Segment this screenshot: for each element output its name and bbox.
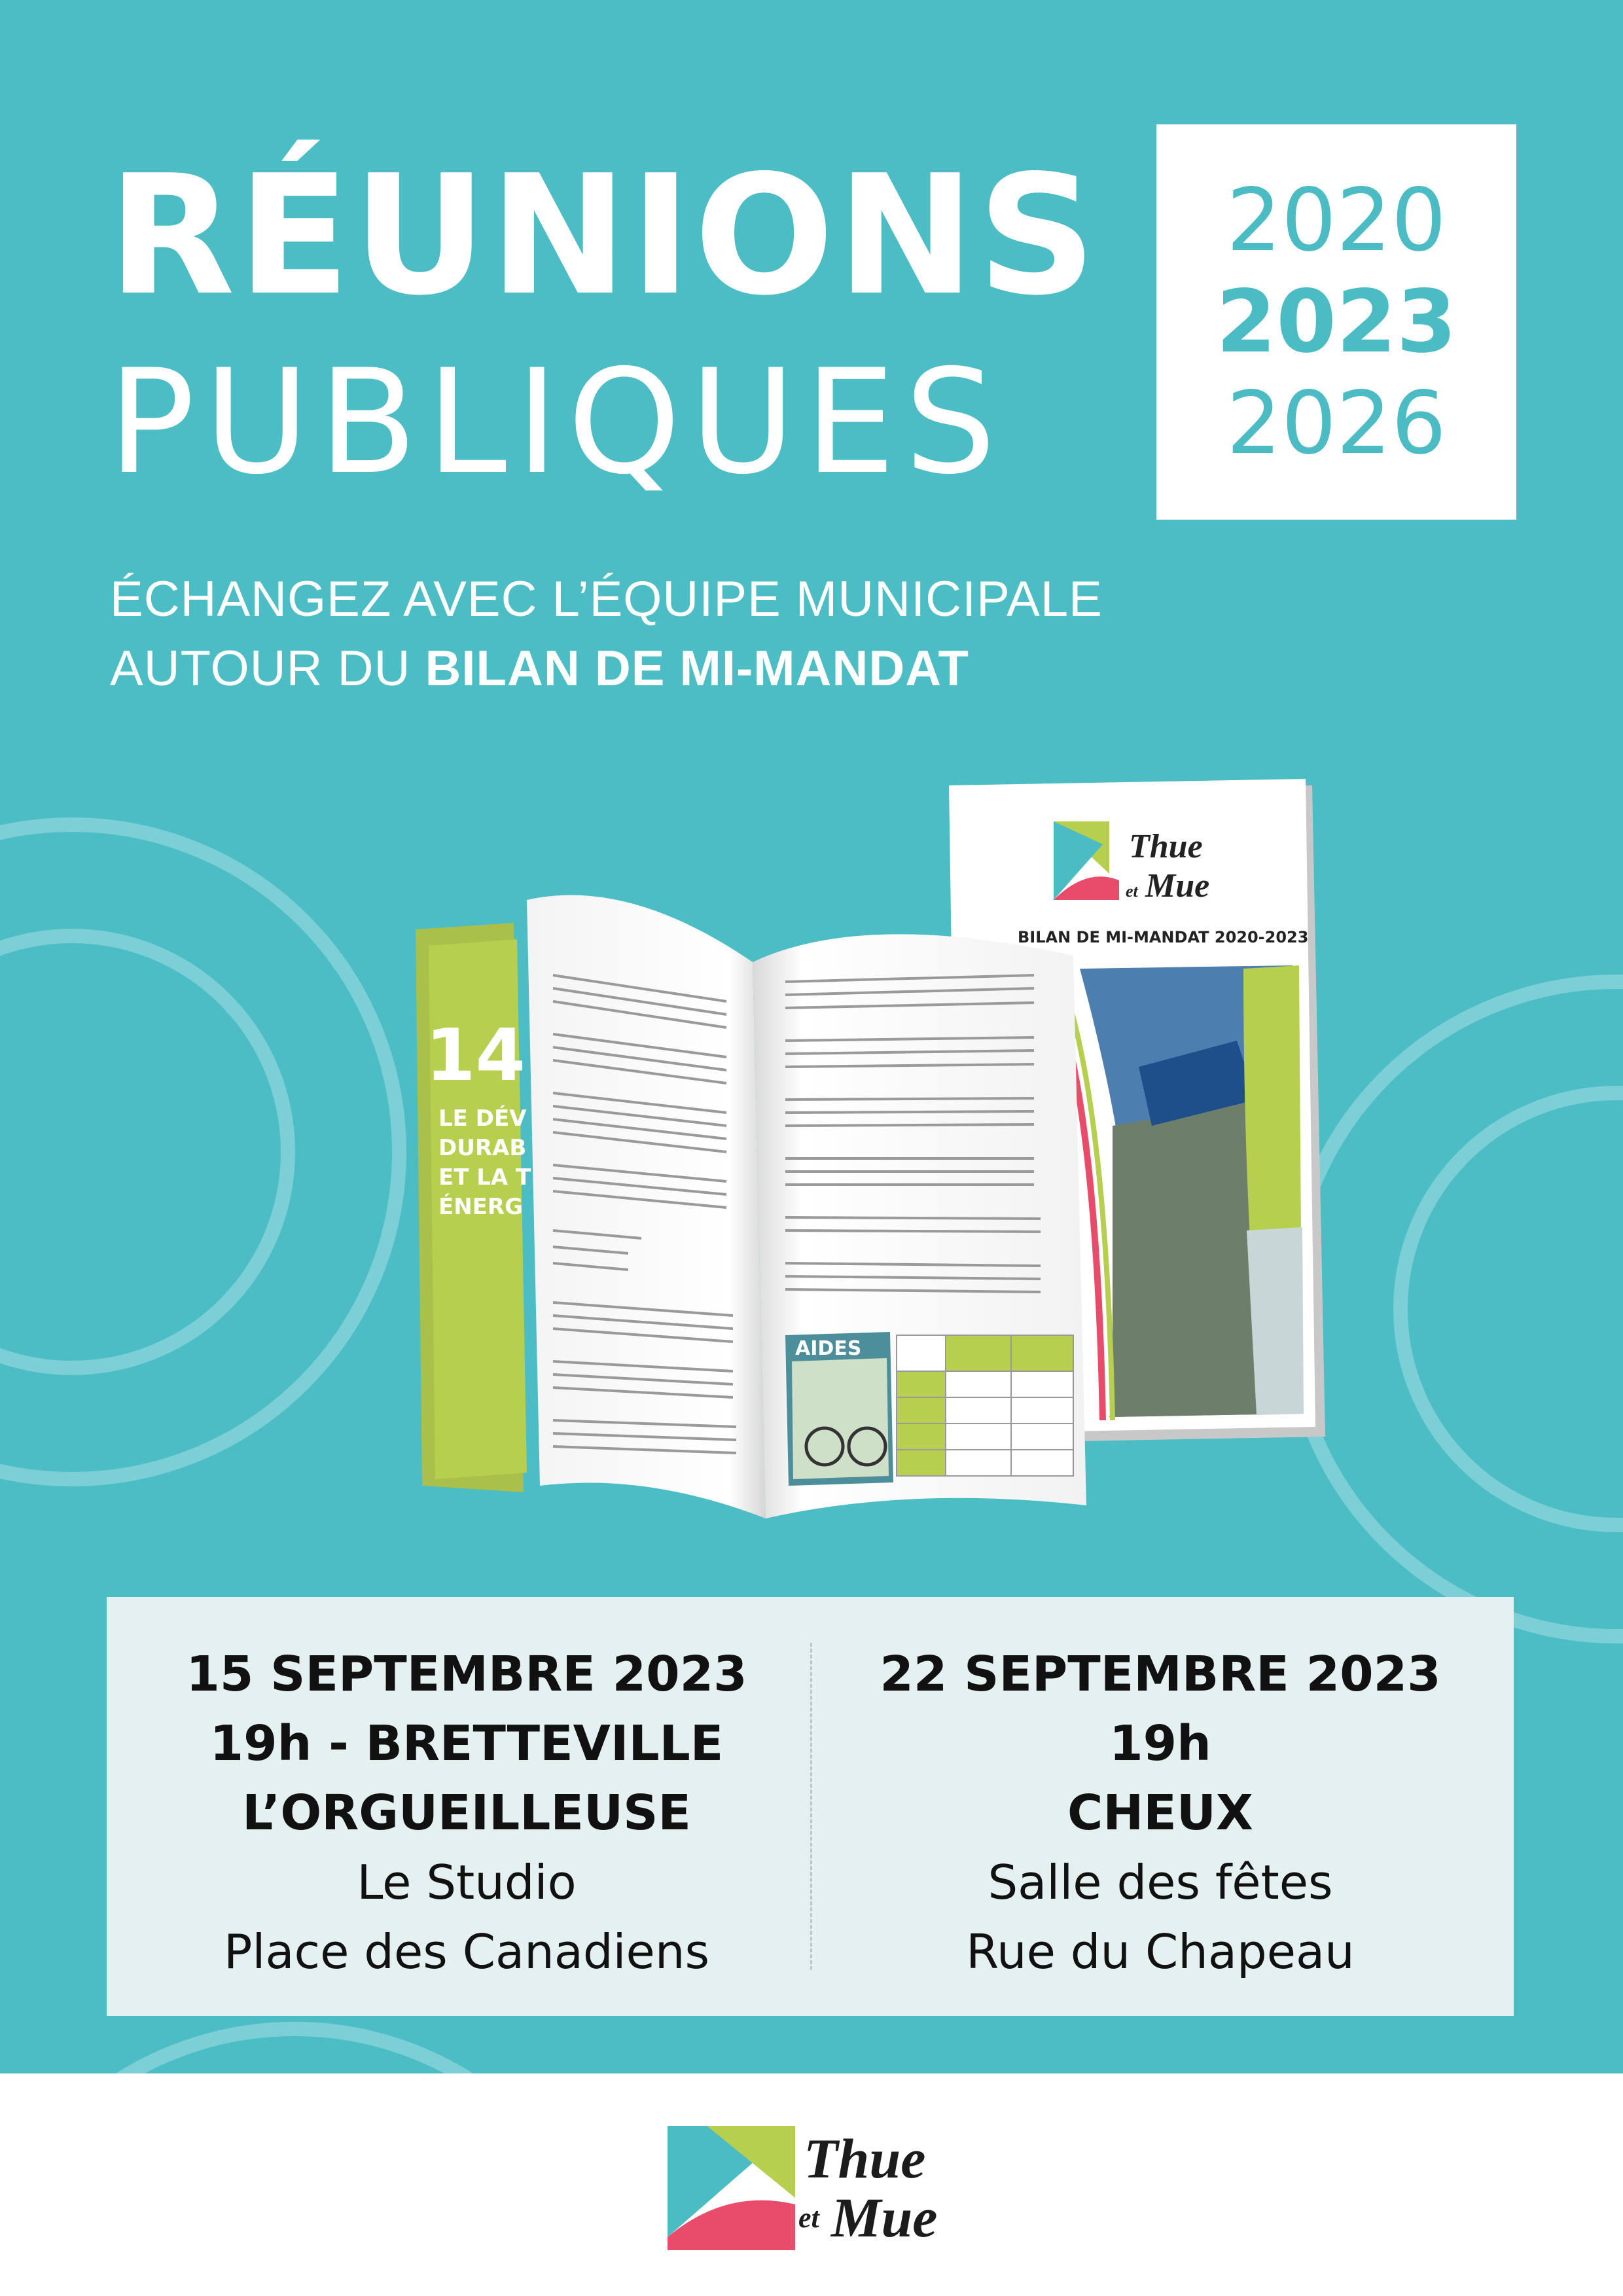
logo-text-et: et [798,2202,819,2234]
subtitle-line-2 [110,640,969,697]
meeting-2-venue: Salle des fêtes [988,1855,1333,1910]
meeting-2-date: 22 SEPTEMBRE 2023 [880,1646,1441,1702]
meeting-cheux [827,1640,1494,1986]
chapter-line-3: ET LA T [438,1164,531,1191]
logo-text-mue: Mue [831,2186,938,2249]
chapter-line-4: ÉNERG [438,1194,523,1220]
inset-label: AIDES [795,1337,862,1360]
meetings-divider [810,1643,812,1970]
meeting-1-address: Place des Canadiens [223,1924,709,1979]
chapter-line-2: DURAB [438,1135,527,1161]
brochure-illustration [393,759,1329,1571]
meeting-2-place: CHEUX [1067,1785,1253,1841]
subtitle-bold: BILAN DE MI-MANDAT [425,641,969,696]
years-box [1156,124,1516,520]
logo-text-thue: Thue [804,2127,926,2190]
cover-logo-thue: Thue [1129,828,1203,865]
year-2020: 2020 [1226,170,1446,271]
subtitle-line-1: ÉCHANGEZ AVEC L’ÉQUIPE MUNICIPALE [110,571,1103,627]
chapter-line-1: LE DÉV [438,1105,527,1132]
subtitle-prefix: AUTOUR DU [110,641,425,696]
logo-mark-icon [668,2126,798,2253]
meeting-1-time-place: 19h - BRETTEVILLE [209,1715,724,1772]
title-line-2: PUBLIQUES [108,338,1005,506]
thue-et-mue-logo [668,2126,969,2253]
chapter-number: 14 [425,1013,526,1097]
meeting-1-venue: Le Studio [357,1855,577,1910]
cover-logo-mue: Mue [1145,867,1210,905]
open-brochure [416,895,1086,1518]
cover-title: BILAN DE MI-MANDAT 2020-2023 [1018,928,1309,946]
year-2026: 2026 [1226,372,1446,474]
meeting-2-address: Rue du Chapeau [966,1924,1355,1979]
meeting-bretteville [133,1640,800,1986]
meetings-box [107,1597,1514,2016]
meeting-1-place-cont: L’ORGUEILLEUSE [242,1785,691,1841]
meeting-2-time: 19h [1109,1715,1211,1772]
cover-logo-et: et [1126,882,1138,901]
title-line-1: RÉUNIONS [108,140,1099,332]
meeting-1-date: 15 SEPTEMBRE 2023 [186,1646,747,1702]
footer [0,2073,1623,2296]
year-2023: 2023 [1216,271,1457,372]
